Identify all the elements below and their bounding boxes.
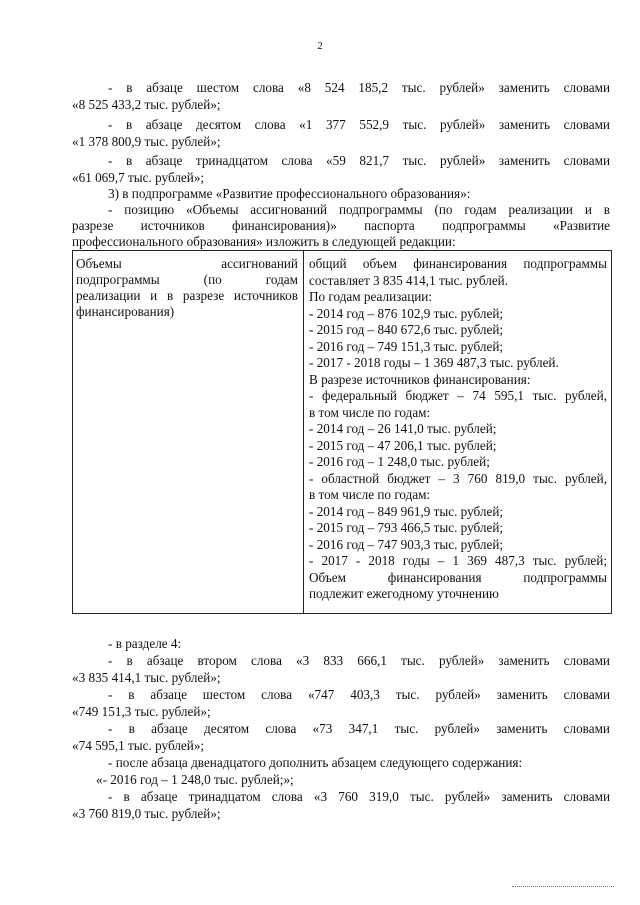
text-line: - 2015 год – 793 466,5 тыс. рублей;	[309, 520, 504, 535]
text-line: - 2015 год – 47 206,1 тыс. рублей;	[309, 437, 497, 453]
text-line: в том числе по годам:	[309, 487, 431, 502]
text-line: - в абзаце втором слова «3 833 666,1 тыс. рублей» заменить словами	[108, 653, 610, 668]
text-line: - 2017 - 2018 годы – 1 369 487,3 тыс. рублей.	[309, 355, 559, 370]
text-line: В разрезе источников финансирования:	[309, 371, 531, 387]
funding-table	[72, 250, 612, 614]
table-column-divider	[303, 251, 304, 613]
text-line: - в абзаце тринадцатом слова «59 821,7 тыс. рублей» заменить словами	[108, 153, 610, 168]
footer-rule	[512, 886, 614, 887]
text-line: - в абзаце тринадцатом слова «3 760 319,0 тыс. рублей» заменить словами	[108, 789, 610, 804]
text-line: - федеральный бюджет – 74 595,1 тыс. рублей,	[309, 388, 607, 403]
text-line: - 2015 год – 840 672,6 тыс. рублей;	[309, 322, 504, 337]
text-line: в том числе по годам:	[309, 404, 431, 420]
text-line: - областной бюджет – 3 760 819,0 тыс. рублей,	[309, 470, 607, 486]
text-line: - 2014 год – 876 102,9 тыс. рублей;	[309, 305, 504, 321]
text-line: Объем финансирования подпрограммы	[309, 569, 607, 585]
text-line: финансирования)	[76, 304, 175, 319]
text-line: реализации и в разрезе источников	[76, 288, 298, 303]
table-cell-heading	[76, 256, 298, 320]
text-line: Объемы ассигнований	[76, 256, 298, 271]
text-line: - позицию «Объемы ассигнований подпрограммы (по годам реализации и в	[108, 202, 610, 217]
text-line: подлежит ежегодному уточнению	[309, 586, 499, 601]
text-line: «- 2016 год – 1 248,0 тыс. рублей;»;	[96, 772, 294, 787]
text-line: «3 835 414,1 тыс. рублей»;	[72, 670, 221, 685]
text-line: - 2016 год – 1 248,0 тыс. рублей;	[309, 454, 490, 469]
text-line: «61 069,7 тыс. рублей»;	[72, 170, 205, 185]
text-line: разрезе источников финансирования)» паспорта подпрограммы «Развитие	[72, 218, 610, 233]
text-line: - в абзаце шестом слова «747 403,3 тыс. рублей» заменить словами	[108, 687, 610, 702]
text-line: «8 525 433,2 тыс. рублей»;	[72, 97, 221, 112]
text-line: - 2014 год – 26 141,0 тыс. рублей;	[309, 421, 497, 436]
text-line: - 2016 год – 747 903,3 тыс. рублей;	[309, 536, 504, 552]
text-line: По годам реализации:	[309, 289, 433, 304]
text-line: 3) в подпрограмме «Развитие профессионального образования»:	[108, 186, 471, 201]
page-number: 2	[317, 40, 323, 52]
text-line: - 2014 год – 849 961,9 тыс. рублей;	[309, 503, 504, 519]
text-line: «74 595,1 тыс. рублей»;	[72, 738, 205, 753]
text-line: - 2017 - 2018 годы – 1 369 487,3 тыс. рублей;	[309, 553, 607, 568]
text-line: - 2016 год – 749 151,3 тыс. рублей;	[309, 338, 504, 354]
text-line: - после абзаца двенадцатого дополнить абзацем следующего содержания:	[108, 755, 523, 770]
text-line: составляет 3 835 414,1 тыс. рублей.	[309, 272, 509, 288]
text-line: «3 760 819,0 тыс. рублей»;	[72, 806, 221, 821]
text-line: общий объем финансирования подпрограммы	[309, 256, 607, 271]
text-line: - в абзаце шестом слова «8 524 185,2 тыс. рублей» заменить словами	[108, 80, 610, 95]
text-line: «1 378 800,9 тыс. рублей»;	[72, 134, 221, 149]
table-cell-funding-details	[309, 256, 607, 603]
text-line: профессионального образования» изложить в следующей редакции:	[72, 234, 456, 249]
text-line: - в абзаце десятом слова «73 347,1 тыс. рублей» заменить словами	[108, 721, 610, 736]
text-line: - в абзаце десятом слова «1 377 552,9 тыс. рублей» заменить словами	[108, 117, 610, 132]
text-line: «749 151,3 тыс. рублей»;	[72, 704, 211, 719]
text-line: подпрограммы (по годам	[76, 272, 298, 287]
text-line: - в разделе 4:	[108, 636, 182, 651]
